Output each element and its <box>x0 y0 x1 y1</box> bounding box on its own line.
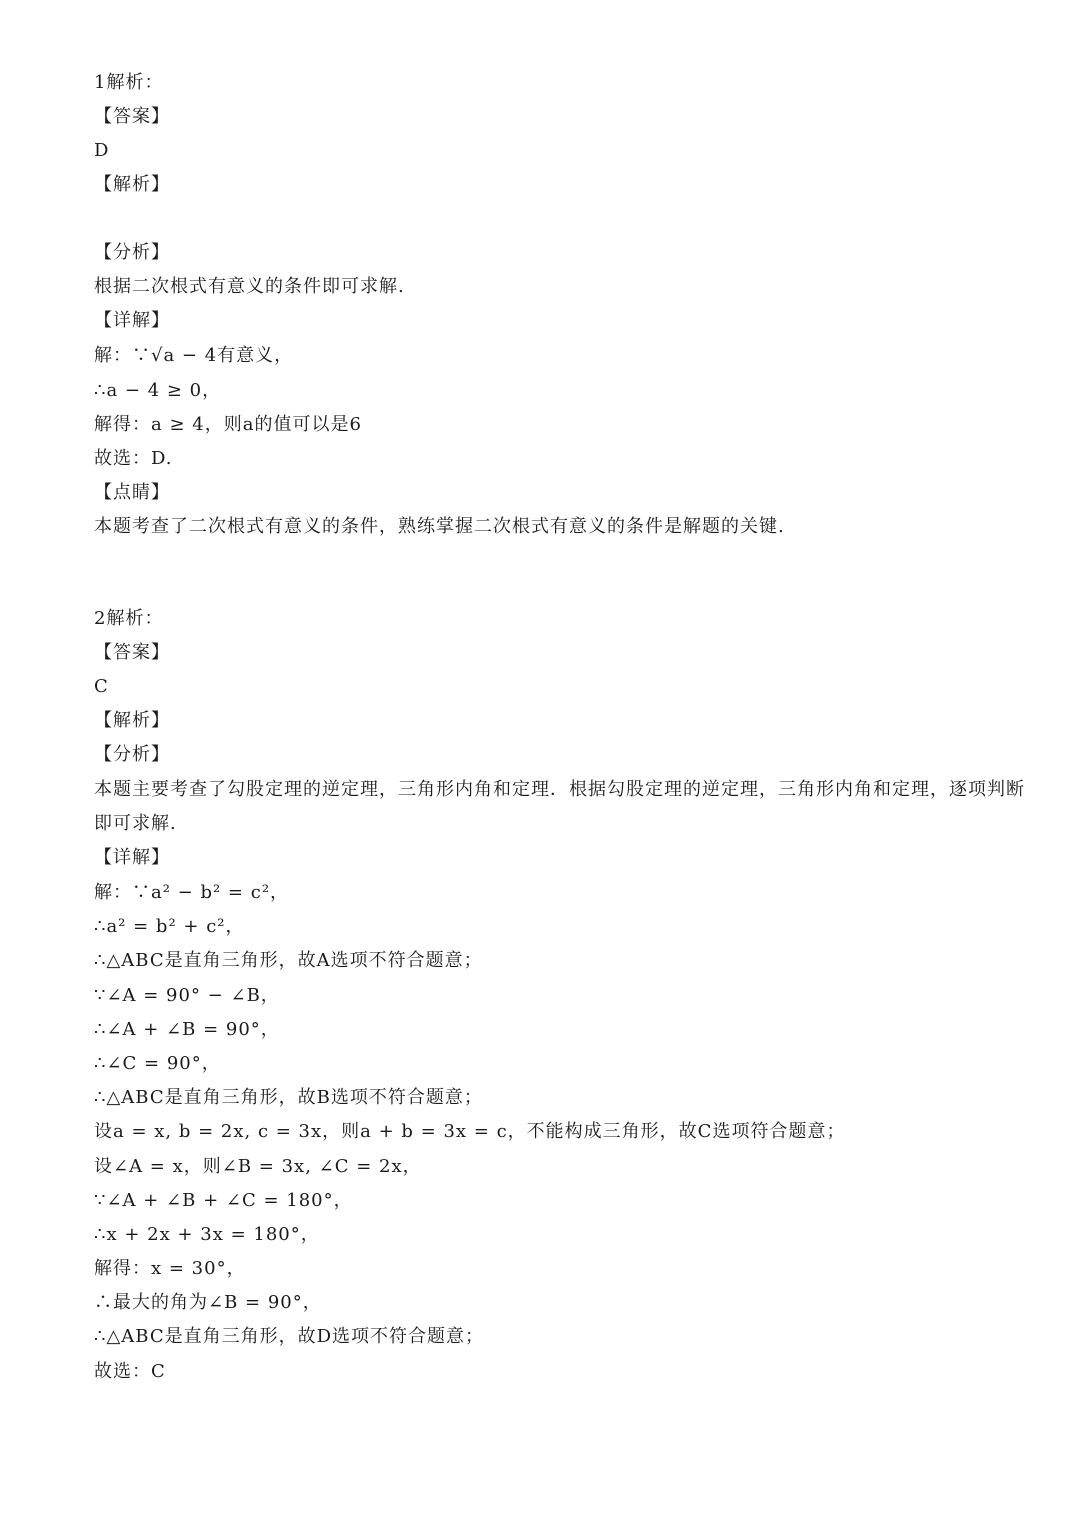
q2-detail-line: ∴△ABC是直角三角形，故B选项不符合题意； <box>94 1087 483 1108</box>
q2-answer: C <box>94 676 109 697</box>
q2-fenxi: 本题主要考查了勾股定理的逆定理，三角形内角和定理．根据勾股定理的逆定理，三角形内角和定理，逐项判断即可求解. <box>94 779 1025 834</box>
q1-comment: 本题考查了二次根式有意义的条件，熟练掌握二次根式有意义的条件是解题的关键. <box>94 516 785 537</box>
q1-detail-line: ∴a − 4 ≥ 0， <box>94 380 222 401</box>
q2-detail-line: ∴∠C = 90°， <box>94 1053 221 1074</box>
q2-detail-line: ∴a² = b² + c²， <box>94 916 245 937</box>
q2-fenxi-tag: 【分析】 <box>94 744 170 765</box>
q1-answer-tag: 【答案】 <box>94 106 170 127</box>
q2-answer-tag: 【答案】 <box>94 642 170 663</box>
q2-detail-line: ∴△ABC是直角三角形，故A选项不符合题意； <box>94 950 483 971</box>
q1-answer: D <box>94 140 110 161</box>
q1-detail-line: 故选：D. <box>94 448 173 469</box>
q1-detail-line: 解得：a ≥ 4，则a的值可以是6 <box>94 414 362 435</box>
q2-analysis-tag: 【解析】 <box>94 710 170 731</box>
q2-heading: 2解析： <box>94 608 164 629</box>
q1-fenxi: 根据二次根式有意义的条件即可求解. <box>94 276 405 297</box>
q2-detail-line: ∴△ABC是直角三角形，故D选项不符合题意； <box>94 1326 485 1347</box>
q2-detail-line: ∴x + 2x + 3x = 180°， <box>94 1224 320 1245</box>
q2-detail-line: 解：∵a² − b² = c²， <box>94 882 290 903</box>
q2-detail-line: ∵∠A = 90° − ∠B， <box>94 985 280 1006</box>
q1-comment-tag: 【点睛】 <box>94 482 170 503</box>
q1-fenxi-tag: 【分析】 <box>94 242 170 263</box>
q2-detail-line: 解得：x = 30°， <box>94 1258 246 1279</box>
q2-detail-line: 设∠A = x，则∠B = 3x, ∠C = 2x， <box>94 1156 422 1177</box>
q2-detail-line: ∵∠A + ∠B + ∠C = 180°， <box>94 1190 353 1211</box>
q2-detail-line: ∴∠A + ∠B = 90°， <box>94 1019 280 1040</box>
q1-analysis-tag: 【解析】 <box>94 174 170 195</box>
q1-detail-tag: 【详解】 <box>94 310 170 331</box>
q2-detail-line: 设a = x, b = 2x, c = 3x，则a + b = 3x = c，不能构成三角形，故C选项符合题意； <box>94 1121 846 1142</box>
q1-detail-line: 解：∵√a − 4有意义， <box>94 345 294 366</box>
q1-heading: 1解析： <box>94 72 164 93</box>
q2-detail-tag: 【详解】 <box>94 847 170 868</box>
q2-detail-line: 故选：C <box>94 1361 166 1382</box>
q2-detail-line: ∴最大的角为∠B = 90°， <box>94 1292 322 1313</box>
